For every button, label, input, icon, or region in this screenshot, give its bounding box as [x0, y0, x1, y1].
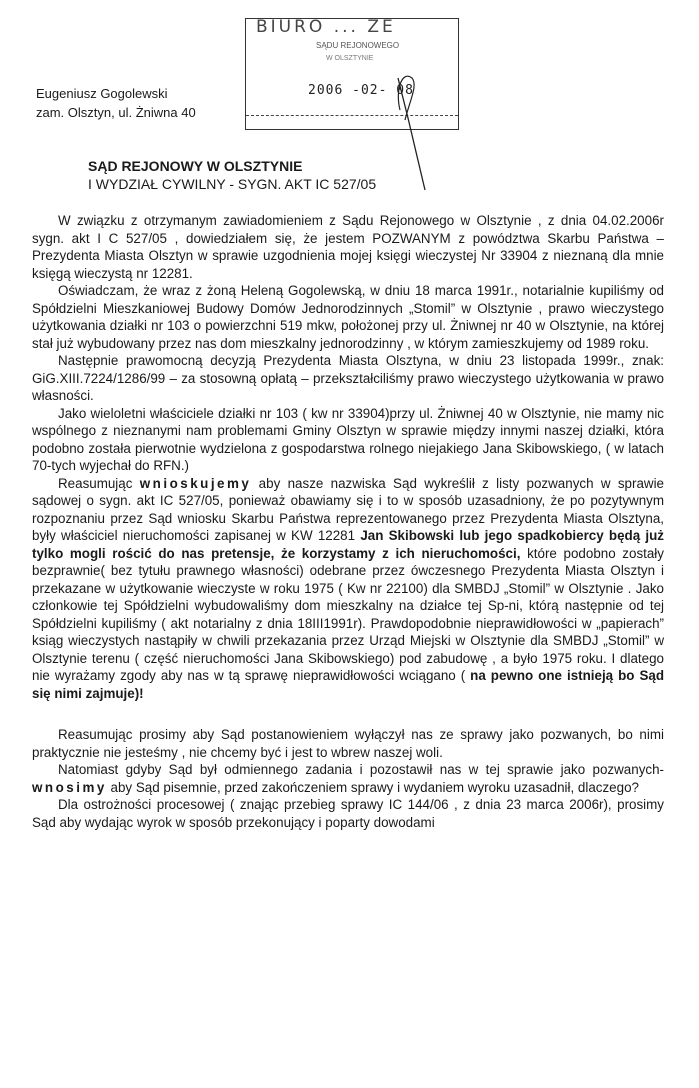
alternative-intro: Natomiast gdyby Sąd był odmiennego zadania i pozostawił nas w tej sprawie jako pozwanych- [58, 762, 664, 777]
paragraph-notification: W związku z otrzymanym zawiadomieniem z Sądu Rejonowego w Olsztynie , z dnia 04.02.2006r sygn. akt I C 527/05 , dowiedziałem się, że jestem POZWANYM z powództwa Skarbu Państwa – Prezydenta Miasta Olsztyn w sprawie uzgodnienia mojej księgi wieczystej Nr 33904 z nieznaną dla mnie księgą wieczystą nr 12281. [32, 213, 664, 281]
stamp-court-line: SĄDU REJONOWEGO [316, 41, 400, 50]
alternative-keyword: wnosimy [32, 779, 107, 795]
paragraph-request [32, 475, 664, 703]
paragraph-summary: Reasumując prosimy aby Sąd postanowieniem wyłączył nas ze sprawy jako pozwanych, bo nimi praktycznie nie jesteśmy , nie chcemy być i jest to wbrew naszej woli. [32, 727, 664, 760]
paragraph-ownership: Jako wieloletni właściciele działki nr 103 ( kw nr 33904)przy ul. Żniwnej 40 w Olsztynie, nie mamy nic wspólnego z nieznanymi nam problemami Gminy Olsztyn w sprawie między innymi naszej działki, która podobno została pierwotnie wydzielona z gospodarstwa rolnego niejakiego Jana Skibowskiego, ( w latach 70-tych wyjechał do RFN.) [32, 405, 664, 473]
stamp-city-line: W OLSZTYNIE [326, 55, 374, 62]
addressee-block [88, 157, 376, 193]
request-exclamation: ! [139, 685, 144, 701]
court-division: I WYDZIAŁ CYWILNY - SYGN. AKT IC 527/05 [88, 176, 377, 192]
stamp-header: BIURO ... ZE [256, 17, 396, 37]
paragraph-caution: Dla ostrożności procesowej ( znając przebieg sprawy IC 144/06 , z dnia 23 marca 2006r), prosimy Sąd aby wydając wyrok w sposób przekonujący i poparty dowodami [32, 797, 664, 830]
request-keyword: wnioskujemy [139, 475, 252, 491]
stamp-date: 2006 -02- 08 [308, 83, 414, 98]
request-continuation: które podobno zostały bezprawnie( bez tytułu prawnego własności) odebrane przez ówczesnego Prezydenta Miasta Olsztyn i przekazane w użytkowanie wieczyste w roku 1975 ( Kw nr 22100) dla SMBDJ „Stomil” w Olsztynie . Jako członkowie tej Spółdzielni wybudowaliśmy dom mieszkalny na działce tej Sp-ni, którą następnie od tej Spółdzielni kupiliśmy ( akt notarialny z dnia 18III1991r). Prawdopodobnie nieprawidłowości w „papierach” ksiąg wieczystych nastąpiły w chwili przekazania przez Urząd Miejski w Olsztynie dla SMBDJ „Stomil” w Olsztynie terenu ( część nieruchomości Jana Skibowskiego) pod zabudowę , a było 1975 roku. I dlatego nie wyrażamy zgody aby nas w tą sprawę nieprawidłowości wciągano ( [32, 545, 664, 683]
court-name: SĄD REJONOWY W OLSZTYNIE [88, 158, 303, 174]
sender-name: Eugeniusz Gogolewski [36, 86, 168, 101]
sender-block [36, 84, 196, 122]
paragraph-decision: Następnie prawomocną decyzją Prezydenta Miasta Olsztyna, w dniu 23 listopada 1999r., znak: GiG.XIII.7224/1286/99 – za stosowną opłatą – przekształciliśmy prawo wieczystego użytkowania w prawo własności. [32, 353, 664, 403]
request-intro: Reasumując [58, 475, 140, 491]
request-bold-closing: na pewno one istnieją bo Sąd się nimi zajmuje) [32, 668, 664, 701]
request-bold-text: Jan Skibowski lub jego spadkobiercy będą już tylko mogli rościć do nas pretensje, że korzystamy z ich nieruchomości, [32, 528, 664, 561]
sender-address: zam. Olsztyn, ul. Żniwna 40 [36, 105, 196, 120]
stamp-divider [246, 115, 458, 116]
letter-body [32, 212, 664, 831]
request-text: aby nasze nazwiska Sąd wykreślił z listy pozwanych w sprawie sądowej o sygn. akt IC 527/05, ponieważ obawiamy się i to w sposób uzasadniony, że po pozytywnym rozpoznaniu przez Sąd wniosku Skarbu Państwa reprezentowanego przez Prezydenta Miasta Olsztyna, były właściciel nieruchomości zapisanej w KW 12281 [32, 475, 664, 543]
registry-stamp [245, 18, 459, 130]
alternative-text: aby Sąd pisemnie, przed zakończeniem sprawy i wydaniem wyroku uzasadnił, dlaczego? [106, 779, 639, 795]
paragraph-alternative [32, 761, 664, 796]
paragraph-declaration: Oświadczam, że wraz z żoną Heleną Gogolewską, w dniu 18 marca 1991r., notarialnie kupiliśmy od Spółdzielni Mieszkaniowej Budowy Domów Jednorodzinnych „Stomil” w Olsztynie , prawo wieczystego użytkowania działki nr 103 o powierzchni 519 mkw, położonej przy ul. Żniwnej nr 40 w Olsztynie, na której stał już wybudowany przez nas dom mieszkalny jednorodzinny , w którym zamieszkujemy od 1989 roku. [32, 283, 664, 351]
